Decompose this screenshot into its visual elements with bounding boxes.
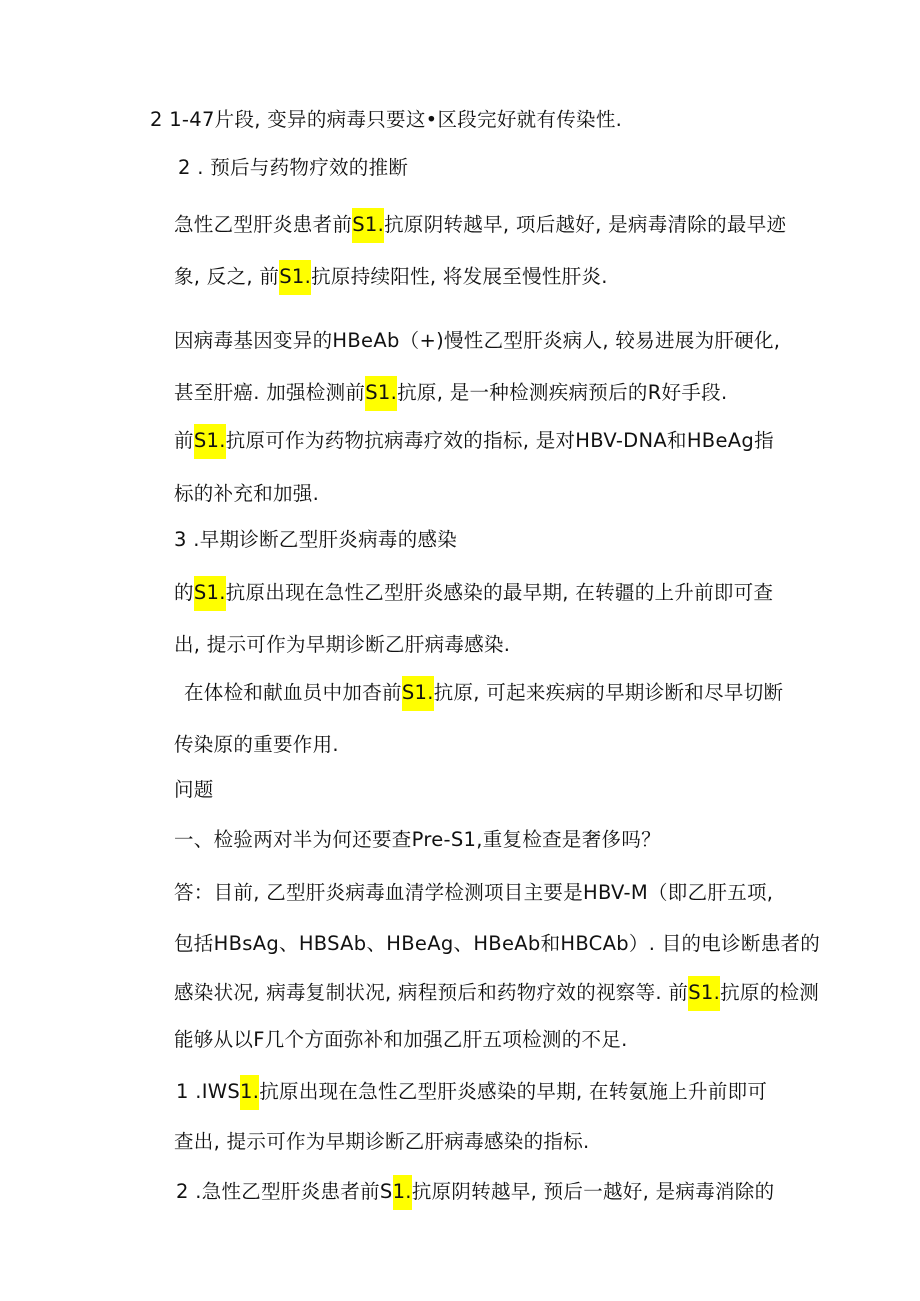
text-segment: 问题 (174, 778, 214, 801)
text-segment: 抗原阴转越早, 预后一越好, 是病毒消除的 (411, 1180, 775, 1203)
text-segment: 2 .急性乙型肝炎患者前S (176, 1180, 393, 1203)
text-line (174, 528, 457, 552)
text-segment: 能够从以F几个方面弥补和加强乙肝五项检测的不足. (174, 1028, 628, 1051)
text-line (174, 213, 786, 237)
text-line (174, 329, 780, 353)
text-line (174, 633, 510, 657)
text-line (174, 881, 773, 905)
text-segment: 2 . 预后与药物疗效的推断 (178, 156, 409, 179)
text-segment: 答：目前, 乙型肝炎病毒血清学检测项目主要是HBV-M（即乙肝五项, (174, 881, 774, 904)
text-line (174, 778, 214, 802)
highlighted-text: S1. (688, 976, 720, 1011)
text-line (174, 265, 608, 289)
text-line (178, 156, 408, 180)
text-line (174, 733, 339, 757)
text-segment: 出, 提示可作为早期诊断乙肝病毒感染. (174, 633, 511, 656)
text-line (174, 828, 661, 852)
text-line (176, 1080, 767, 1104)
highlighted-text: S1. (194, 424, 226, 459)
text-segment: 一、检验两对半为何还要查Pre-S1,重复检查是奢侈吗？ (174, 828, 661, 851)
text-segment: 在体检和献血员中加杳前 (184, 681, 402, 704)
highlighted-text: S1. (352, 208, 384, 243)
text-line (174, 1028, 628, 1052)
highlighted-text: S1. (402, 676, 434, 711)
text-segment: 象, 反之, 前 (174, 265, 280, 288)
text-segment: 抗原可作为药物抗病毒疗效的指标, 是对HBV-DNA和HBeAg指 (225, 429, 774, 452)
text-segment: 的 (174, 581, 194, 604)
text-line (174, 429, 774, 453)
text-line (176, 1180, 774, 1204)
text-segment: 抗原, 可起来疾病的早期诊断和尽早切断 (433, 681, 784, 704)
text-segment: 抗原, 是一种检测疾病预后的R好手段. (397, 381, 728, 404)
text-segment: 包括HBsAg、HBSAb、HBeAg、HBeAb和HBCAb）. 目的电诊断患者的 (174, 932, 821, 955)
text-segment: 急性乙型肝炎患者前 (174, 213, 353, 236)
text-segment: 抗原阴转越早, 项后越好, 是病毒清除的最早迹 (384, 213, 787, 236)
text-line (174, 581, 773, 605)
text-segment: 抗原的检测 (720, 981, 820, 1004)
text-segment: 前 (174, 429, 194, 452)
text-segment: 甚至肝癌. 加强检测前 (174, 381, 366, 404)
text-segment: 查出, 提示可作为早期诊断乙肝病毒感染的指标. (174, 1130, 590, 1153)
text-line (174, 381, 727, 405)
text-line (150, 108, 622, 132)
text-segment: 标的补充和加强. (174, 482, 320, 505)
text-segment: 抗原持续阳性, 将发展至慢性肝炎. (311, 265, 608, 288)
text-segment: 3 .早期诊断乙型肝炎病毒的感染 (174, 528, 458, 551)
text-segment: 2 1-47片段, 变异的病毒只要这•区段完好就有传染性. (150, 108, 623, 131)
highlighted-text: S1. (365, 376, 397, 411)
text-line (174, 1130, 590, 1154)
highlighted-text: 1. (393, 1175, 412, 1210)
text-segment: 感染状况, 病毒复制状况, 病程预后和药物疗效的视察等. 前 (174, 981, 689, 1004)
text-line (174, 482, 319, 506)
text-line (174, 932, 820, 956)
text-segment: 1 .IWS (176, 1080, 241, 1103)
text-segment: 因病毒基因变异的HBeAb（+)慢性乙型肝炎病人, 较易进展为肝硬化, (174, 329, 781, 352)
highlighted-text: S1. (279, 260, 311, 295)
text-segment: 抗原出现在急性乙型肝炎感染的早期, 在转氨施上升前即可 (259, 1080, 768, 1103)
text-line (174, 981, 819, 1005)
highlighted-text: S1. (194, 576, 226, 611)
text-segment: 传染原的重要作用. (174, 733, 339, 756)
text-segment: 抗原出现在急性乙型肝炎感染的最早期, 在转疆的上升前即可查 (225, 581, 774, 604)
highlighted-text: 1. (240, 1075, 259, 1110)
text-line (184, 681, 783, 705)
